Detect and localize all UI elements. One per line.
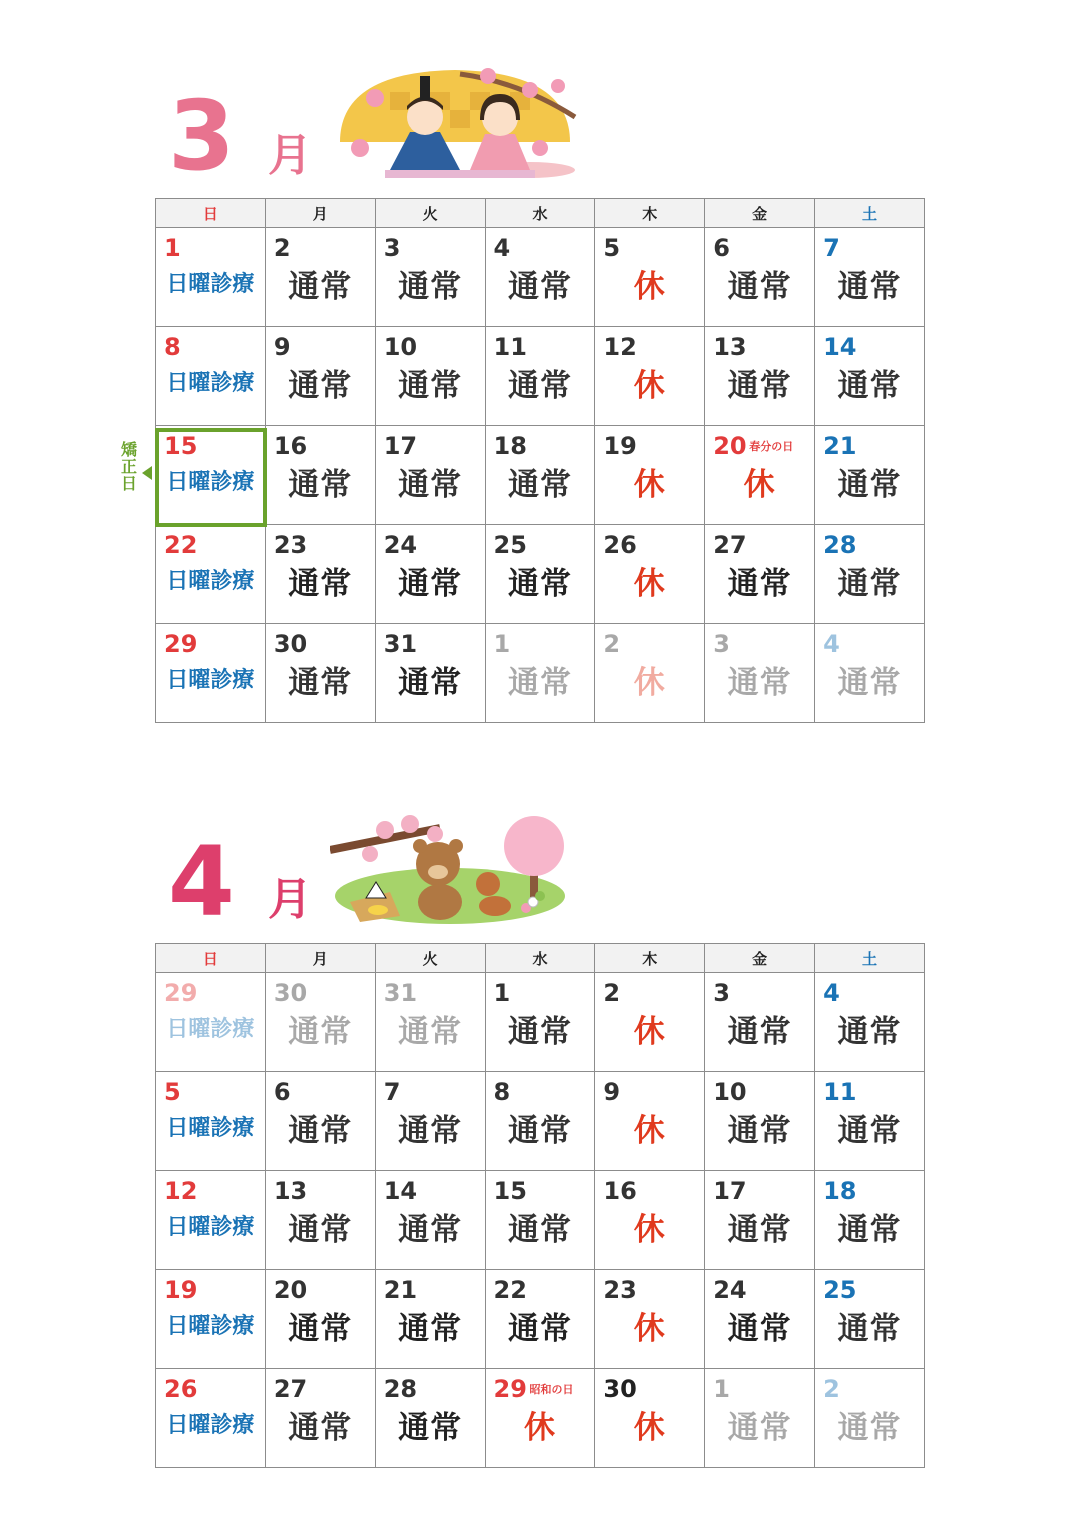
normal-hours-label: 通常 [398,665,463,701]
normal-hours-label: 通常 [288,566,353,602]
day-number: 1 [164,234,181,262]
day-number: 4 [823,630,840,658]
sunday-clinic-label: 日曜診療 [166,272,255,297]
day-cell [265,426,375,525]
normal-hours-label: 通常 [398,1311,463,1347]
day-cell [595,525,705,624]
hina-dolls-illustration [330,62,580,184]
closed-label: 休 [633,269,666,305]
day-number: 8 [493,1078,511,1106]
weekday-tue: 火 [375,944,485,973]
day-number: 20 [713,432,747,460]
normal-hours-label: 通常 [507,1212,572,1248]
normal-hours-label: 通常 [727,1410,792,1446]
normal-hours-label: 通常 [837,1311,902,1347]
weekday-fri: 金 [705,944,815,973]
week-row [156,624,925,723]
weekday-mon: 月 [265,944,375,973]
normal-hours-label: 通常 [398,1113,463,1149]
day-number: 31 [383,979,418,1007]
week-row [156,1369,925,1468]
day-cell [595,1171,705,1270]
closed-label: 休 [743,467,776,503]
day-cell [485,525,595,624]
week-row [156,1072,925,1171]
normal-hours-label: 通常 [288,368,353,404]
day-cell [156,1369,266,1468]
normal-hours-label: 通常 [398,1014,463,1050]
day-cell [705,1072,815,1171]
day-cell [815,228,925,327]
weekday-mon: 月 [265,199,375,228]
sunday-clinic-label: 日曜診療 [166,1017,255,1042]
day-number: 10 [713,1078,747,1106]
sunday-clinic-label: 日曜診療 [166,1116,255,1141]
day-cell [265,1270,375,1369]
day-number: 20 [273,1276,308,1304]
normal-hours-label: 通常 [398,1212,463,1248]
day-number: 9 [603,1078,621,1106]
week-row [156,327,925,426]
day-cell [485,1270,595,1369]
day-cell [815,426,925,525]
normal-hours-label: 通常 [837,1014,902,1050]
normal-hours-label: 通常 [507,1311,572,1347]
normal-hours-label: 通常 [288,1410,353,1446]
closed-label: 休 [633,467,666,503]
day-number: 2 [603,630,621,658]
normal-hours-label: 通常 [837,269,902,305]
sunday-clinic-label: 日曜診療 [166,569,255,594]
normal-hours-label: 通常 [837,665,902,701]
day-number: 30 [273,979,308,1007]
day-number: 1 [713,1375,730,1403]
day-number: 27 [273,1375,308,1403]
day-number: 1 [493,630,511,658]
normal-hours-label: 通常 [837,1113,902,1149]
weekday-thu: 木 [595,944,705,973]
day-cell [265,1369,375,1468]
day-cell [815,1270,925,1369]
normal-hours-label: 通常 [727,1311,792,1347]
closed-label: 休 [633,368,666,404]
day-number: 4 [823,979,840,1007]
day-cell [595,1072,705,1171]
day-cell [815,525,925,624]
day-number: 14 [383,1177,418,1205]
day-number: 3 [383,234,401,262]
day-number: 21 [383,1276,418,1304]
day-cell [375,624,485,723]
sunday-clinic-label: 日曜診療 [166,1215,255,1240]
april-month-number: 4 [168,826,235,938]
orthodontic-arrow-icon [142,466,152,480]
normal-hours-label: 通常 [727,1212,792,1248]
normal-hours-label: 通常 [288,269,353,305]
closed-label: 休 [633,1212,666,1248]
day-number: 19 [603,432,637,460]
day-number: 30 [273,630,308,658]
day-number: 4 [493,234,511,262]
week-row [156,228,925,327]
day-cell [595,624,705,723]
sunday-clinic-label: 日曜診療 [166,371,255,396]
day-cell [595,973,705,1072]
day-cell [375,228,485,327]
bear-picnic-illustration [330,806,580,930]
week-row [156,426,925,525]
normal-hours-label: 通常 [288,1113,353,1149]
april-weeks [156,973,925,1468]
day-number: 28 [823,531,857,559]
day-number: 3 [713,630,730,658]
day-number: 23 [603,1276,637,1304]
day-number: 3 [713,979,730,1007]
day-cell [485,973,595,1072]
weekday-sat: 土 [815,944,925,973]
day-number: 29 [493,1375,527,1403]
march-month-number: 3 [168,80,235,192]
day-number: 22 [493,1276,527,1304]
day-cell [705,1270,815,1369]
weekday-header-row [156,199,925,228]
day-cell [156,973,266,1072]
day-number: 19 [164,1276,198,1304]
day-number: 18 [823,1177,857,1205]
day-number: 26 [164,1375,198,1403]
april-month-suffix: 月 [268,874,312,925]
day-cell [705,327,815,426]
day-number: 17 [713,1177,747,1205]
day-cell [375,327,485,426]
day-number: 16 [603,1177,637,1205]
day-cell [156,525,266,624]
normal-hours-label: 通常 [727,1113,792,1149]
weekday-sun: 日 [156,199,266,228]
sunday-clinic-label: 日曜診療 [166,470,255,495]
day-cell [485,624,595,723]
weekday-sun: 日 [156,944,266,973]
day-cell [375,426,485,525]
day-cell [156,1072,266,1171]
day-number: 25 [493,531,527,559]
day-number: 13 [713,333,747,361]
normal-hours-label: 通常 [507,1113,572,1149]
sunday-clinic-label: 日曜診療 [166,1314,255,1339]
day-cell [705,624,815,723]
day-cell [705,228,815,327]
closed-label: 休 [633,1014,666,1050]
closed-label: 休 [633,665,666,701]
day-cell [705,1171,815,1270]
day-number: 15 [164,432,198,460]
normal-hours-label: 通常 [727,665,792,701]
day-number: 22 [164,531,198,559]
day-number: 8 [164,333,181,361]
day-number: 14 [823,333,857,361]
weekday-wed: 水 [485,199,595,228]
day-cell [375,1369,485,1468]
normal-hours-label: 通常 [288,467,353,503]
day-number: 9 [273,333,291,361]
day-cell [156,1270,266,1369]
day-cell [485,1171,595,1270]
day-cell [375,973,485,1072]
day-cell [265,1072,375,1171]
day-cell [595,426,705,525]
closed-label: 休 [633,1410,666,1446]
day-cell [705,1369,815,1468]
normal-hours-label: 通常 [398,566,463,602]
holiday-name: 昭和の日 [529,1383,574,1396]
day-number: 12 [164,1177,198,1205]
normal-hours-label: 通常 [727,566,792,602]
weekday-fri: 金 [705,199,815,228]
normal-hours-label: 通常 [727,269,792,305]
orthodontic-day-tag: 矯正日 [120,440,137,493]
day-number: 2 [823,1375,840,1403]
week-row [156,1270,925,1369]
holiday-name: 春分の日 [749,440,794,453]
normal-hours-label: 通常 [288,665,353,701]
day-cell [815,1171,925,1270]
day-number: 17 [383,432,418,460]
normal-hours-label: 通常 [727,1014,792,1050]
march-weeks [156,228,925,723]
closed-label: 休 [633,1113,666,1149]
weekday-wed: 水 [485,944,595,973]
weekday-sat: 土 [815,199,925,228]
day-cell [265,1171,375,1270]
normal-hours-label: 通常 [398,269,463,305]
day-number: 13 [273,1177,308,1205]
closed-label: 休 [633,1311,666,1347]
day-number: 11 [823,1078,857,1106]
day-cell [156,327,266,426]
day-cell [265,624,375,723]
day-cell [485,228,595,327]
normal-hours-label: 通常 [398,1410,463,1446]
day-number: 29 [164,979,198,1007]
day-cell [815,1369,925,1468]
day-number: 25 [823,1276,857,1304]
april-calendar [155,943,925,1468]
sunday-clinic-label: 日曜診療 [166,668,255,693]
day-number: 21 [823,432,857,460]
weekday-thu: 木 [595,199,705,228]
day-cell [156,426,266,525]
day-number: 7 [823,234,840,262]
day-cell [265,525,375,624]
closed-label: 休 [523,1410,556,1446]
day-number: 6 [713,234,730,262]
day-cell [595,1369,705,1468]
day-number: 24 [713,1276,747,1304]
day-number: 23 [273,531,308,559]
day-cell [485,1369,595,1468]
day-number: 28 [383,1375,418,1403]
week-row [156,525,925,624]
normal-hours-label: 通常 [507,368,572,404]
day-cell [375,1072,485,1171]
normal-hours-label: 通常 [288,1212,353,1248]
normal-hours-label: 通常 [837,467,902,503]
day-cell [815,327,925,426]
day-cell [375,1171,485,1270]
sunday-clinic-label: 日曜診療 [166,1413,255,1438]
day-number: 15 [493,1177,527,1205]
day-number: 26 [603,531,637,559]
march-month-suffix: 月 [268,130,312,181]
normal-hours-label: 通常 [288,1311,353,1347]
weekday-tue: 火 [375,199,485,228]
day-number: 2 [273,234,291,262]
normal-hours-label: 通常 [837,1212,902,1248]
day-cell [485,1072,595,1171]
day-number: 18 [493,432,527,460]
day-cell [815,973,925,1072]
day-number: 11 [493,333,527,361]
day-number: 7 [383,1078,401,1106]
day-cell [485,327,595,426]
normal-hours-label: 通常 [288,1014,353,1050]
day-cell [595,1270,705,1369]
normal-hours-label: 通常 [507,1014,572,1050]
day-cell [156,1171,266,1270]
day-number: 24 [383,531,418,559]
day-number: 31 [383,630,418,658]
closed-label: 休 [633,566,666,602]
day-number: 29 [164,630,198,658]
day-number: 6 [273,1078,291,1106]
day-cell [815,1072,925,1171]
normal-hours-label: 通常 [837,1410,902,1446]
day-cell [265,327,375,426]
normal-hours-label: 通常 [398,467,463,503]
day-number: 30 [603,1375,637,1403]
day-cell [595,228,705,327]
day-cell [265,228,375,327]
normal-hours-label: 通常 [507,566,572,602]
normal-hours-label: 通常 [727,368,792,404]
march-calendar [155,198,925,723]
day-cell [595,327,705,426]
normal-hours-label: 通常 [507,467,572,503]
day-cell [705,973,815,1072]
day-number: 1 [493,979,511,1007]
normal-hours-label: 通常 [507,269,572,305]
day-number: 12 [603,333,637,361]
day-number: 10 [383,333,418,361]
day-cell [705,426,815,525]
day-number: 16 [273,432,308,460]
day-number: 27 [713,531,747,559]
normal-hours-label: 通常 [398,368,463,404]
day-cell [375,1270,485,1369]
day-cell [375,525,485,624]
day-cell [156,624,266,723]
normal-hours-label: 通常 [837,566,902,602]
day-cell [485,426,595,525]
week-row [156,1171,925,1270]
day-cell [156,228,266,327]
normal-hours-label: 通常 [837,368,902,404]
day-number: 2 [603,979,621,1007]
day-cell [705,525,815,624]
day-number: 5 [164,1078,181,1106]
weekday-header-row [156,944,925,973]
day-cell [815,624,925,723]
day-number: 5 [603,234,621,262]
week-row [156,973,925,1072]
normal-hours-label: 通常 [507,665,572,701]
day-cell [265,973,375,1072]
